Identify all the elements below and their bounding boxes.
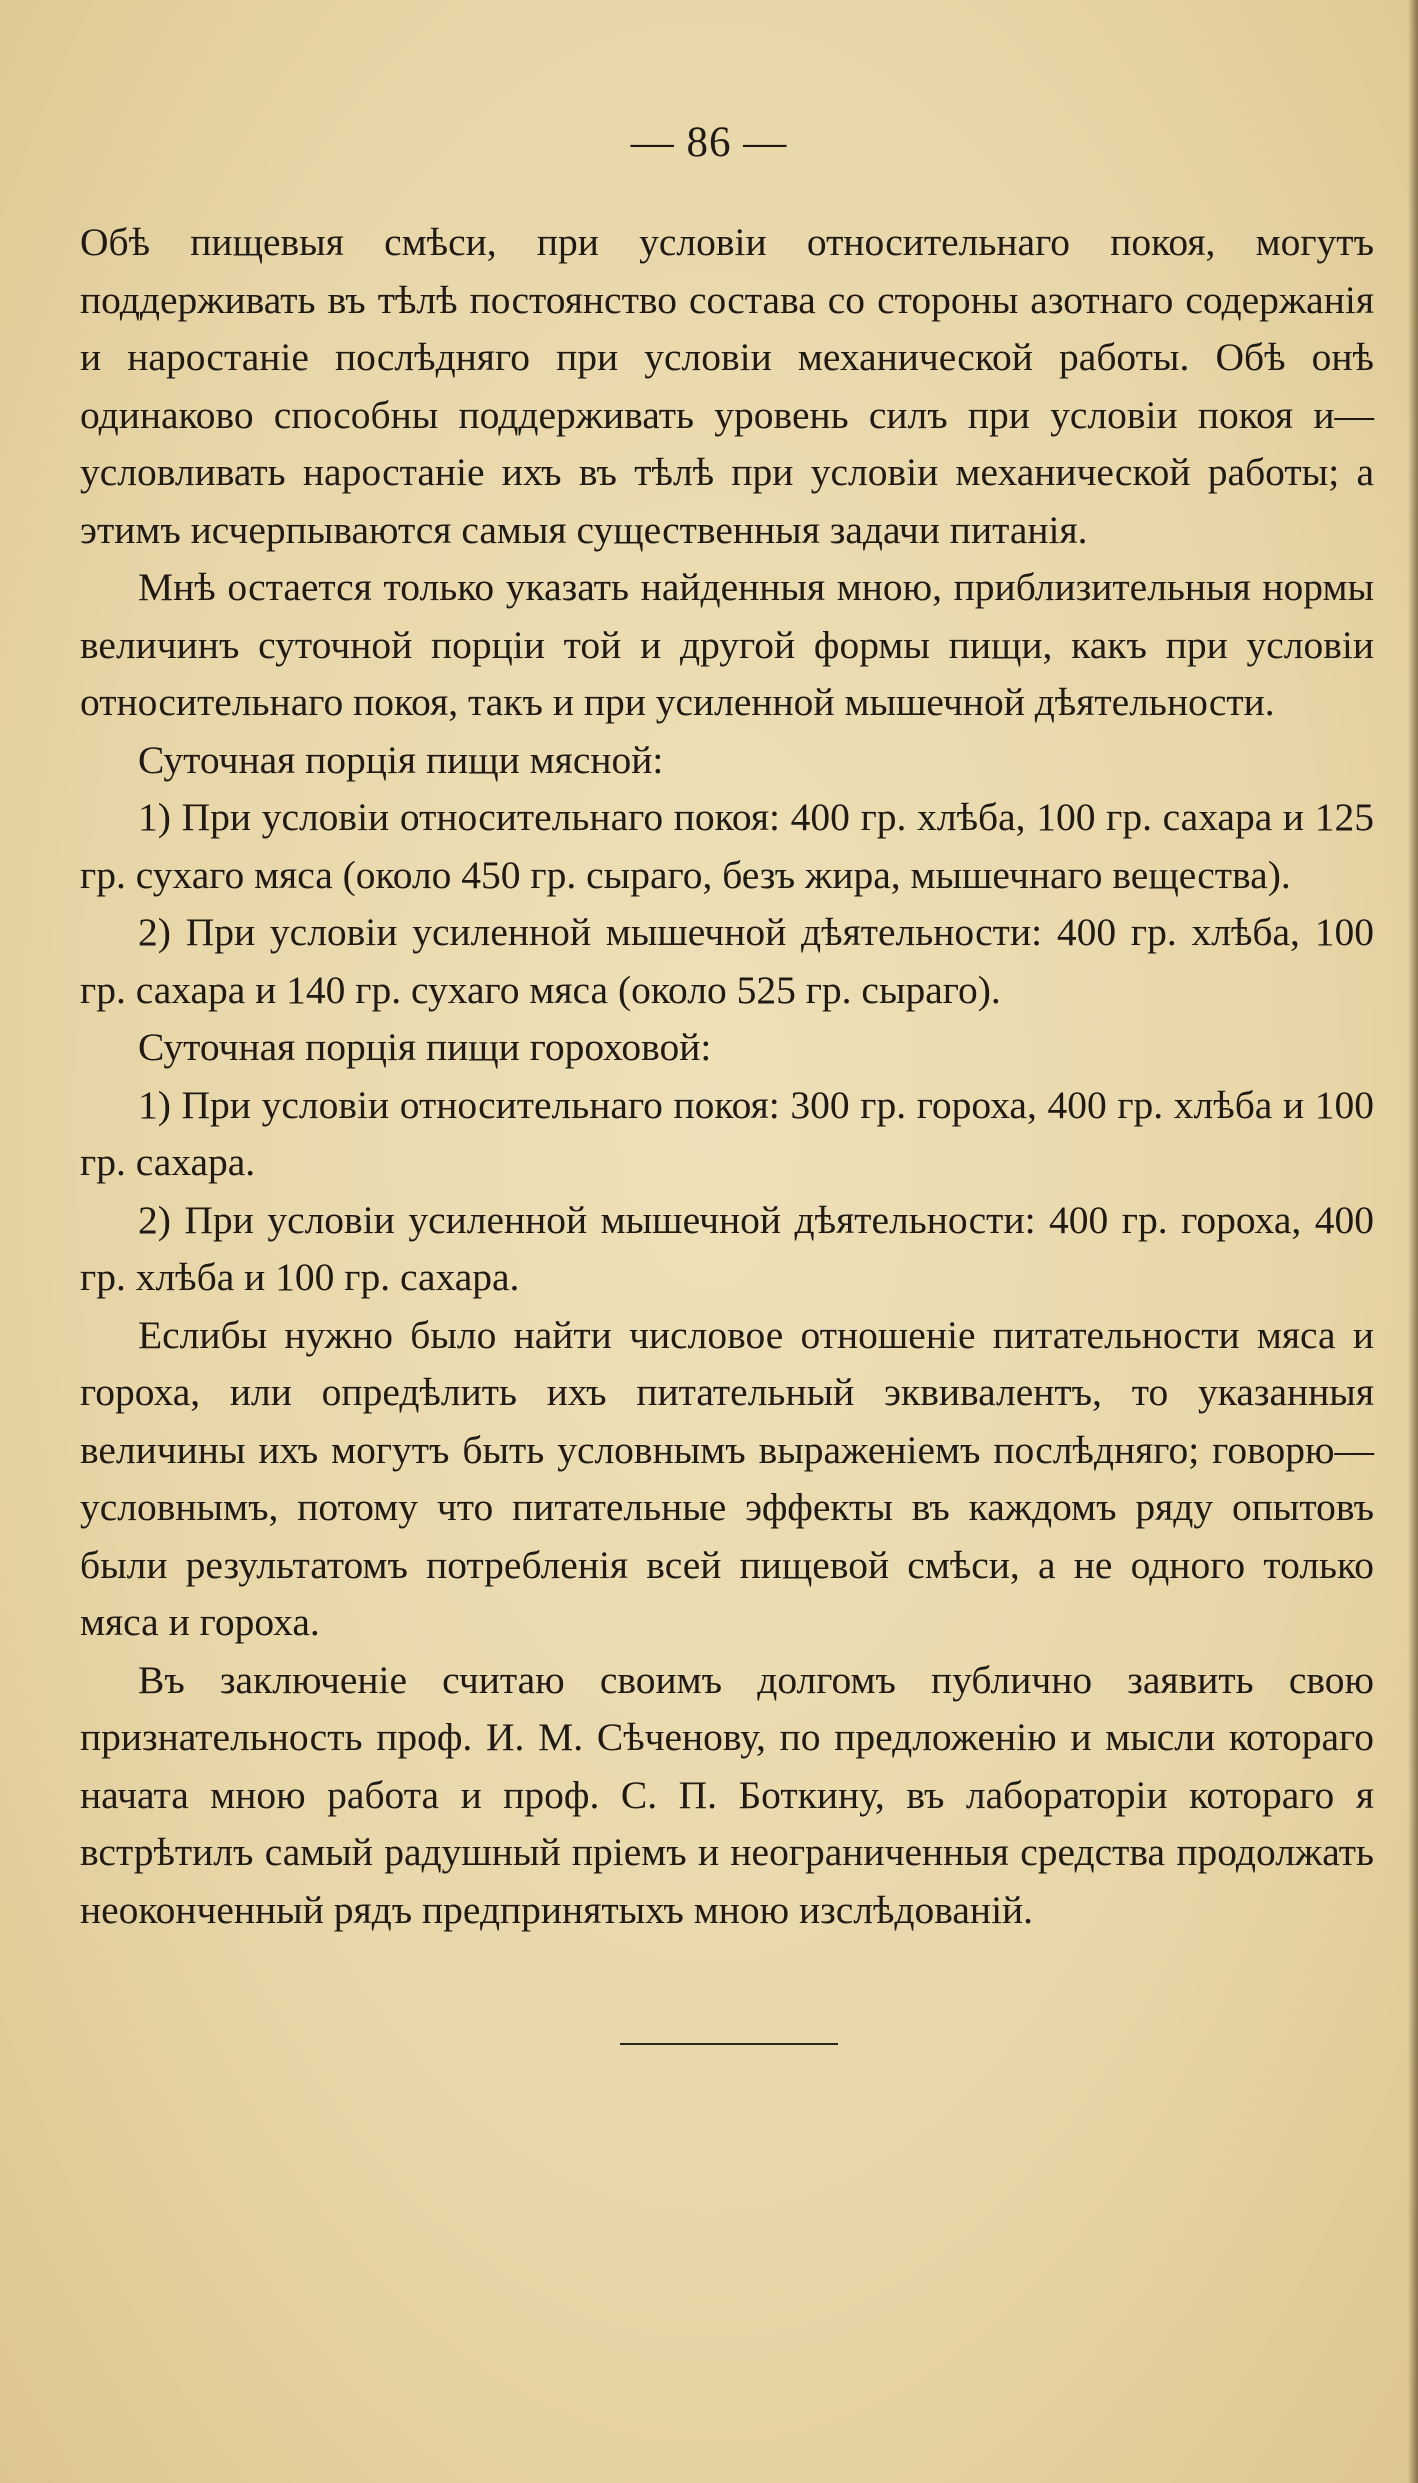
page-number-header: — 86 —	[630, 119, 788, 166]
paragraph-equivalent: Еслибы нужно было найти числовое отношеніе питательности мяса и гороха, или опредѣлить ихъ питательный эквивалентъ, то указанныя величины ихъ могутъ быть условнымъ выраженiемъ послѣдняго; говорю—условнымъ, потому что питательные эффекты въ каждомъ ряду опытовъ были результатомъ потребленія всей пищевой смѣси, а не одного только мяса и гороха.	[80, 1312, 1374, 1644]
meat-ration-work: 2) При условіи усиленной мышечной дѣятельности: 400 гр. хлѣба, 100 гр. сахара и 140 гр. сухаго мяса (около 525 гр. сыраго).	[80, 910, 1374, 1012]
paragraph-acknowledgement: Въ заключеніе считаю своимъ долгомъ публично заявить свою признательность проф. И. М. Сѣченову, по предложенію и мысли котораго начата мною работа и проф. С. П. Боткину, въ лабораторіи котораго я встрѣтилъ самый радушный пріемъ и неограниченныя средства продолжать неоконченный рядъ предпринятыхъ мною изслѣдованій.	[80, 1657, 1374, 1932]
page-text-body	[80, 214, 1374, 1939]
paragraph-comparison: Обѣ пищевыя смѣси, при условіи относительнаго покоя, могутъ поддерживать въ тѣлѣ постоянство состава со стороны азотнаго содержанія и наростаніе послѣдняго при условіи механической работы. Обѣ онѣ одинаково способны поддерживать уровень силъ при условіи покоя и—условливать наростаніе ихъ въ тѣлѣ при условіи механической работы; а этимъ исчерпываются самыя существенныя задачи питанія.	[80, 220, 1374, 552]
page-binding-edge	[1408, 0, 1418, 2483]
meat-ration-rest: 1) При условіи относительнаго покоя: 400 гр. хлѣба, 100 гр. сахара и 125 гр. сухаго мяса (около 450 гр. сыраго, безъ жира, мышечнаго вещества).	[80, 795, 1374, 897]
pea-ration-work: 2) При условіи усиленной мышечной дѣятельности: 400 гр. гороха, 400 гр. хлѣба и 100 гр. сахара.	[80, 1197, 1374, 1299]
meat-ration-heading: Суточная порція пищи мясной:	[138, 737, 664, 782]
paragraph-norms-intro: Мнѣ остается только указать найденныя мною, приблизительныя нормы величинъ суточной порціи той и другой формы пищи, какъ при условіи относительнаго покоя, такъ и при усиленной мышечной дѣятельности.	[80, 565, 1374, 724]
pea-ration-rest: 1) При условіи относительнаго покоя: 300 гр. гороха, 400 гр. хлѣба и 100 гр. сахара.	[80, 1082, 1374, 1184]
end-rule	[620, 2043, 838, 2045]
pea-ration-heading: Суточная порція пищи гороховой:	[138, 1025, 712, 1069]
